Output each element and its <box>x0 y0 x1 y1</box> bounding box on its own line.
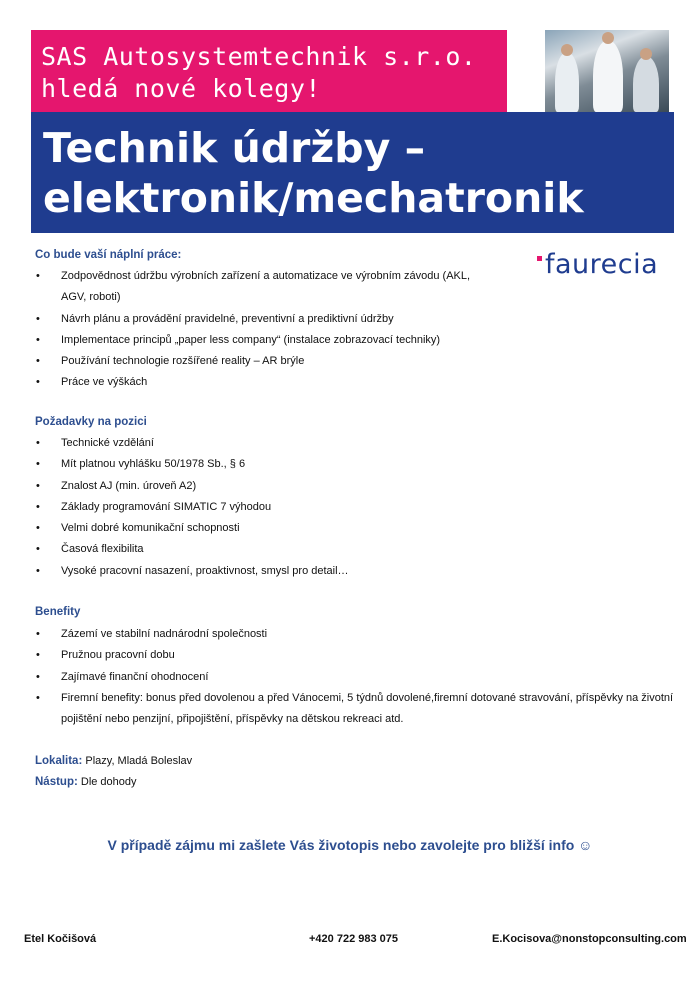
company-banner <box>31 30 507 112</box>
list-item: • Zajímavé finanční ohodnocení <box>35 667 675 688</box>
bullet-icon: • <box>36 312 40 325</box>
list-item: • Časová flexibilita <box>35 539 675 560</box>
list-item: • Velmi dobré komunikační schopnosti <box>35 518 675 539</box>
job-title-banner <box>31 112 674 233</box>
list-item: • Znalost AJ (min. úroveň A2) <box>35 476 675 497</box>
bullet-icon: • <box>36 543 40 556</box>
location-label: Lokalita: <box>35 755 83 767</box>
bullet-icon: • <box>36 500 40 513</box>
list-item: • Pružnou pracovní dobu <box>35 645 675 666</box>
start-value: Dle dohody <box>80 776 137 788</box>
logo-dot-icon <box>537 256 542 261</box>
duties-heading: Co bude vaší náplní práce: <box>35 249 182 261</box>
job-title-line1: Technik údržby – <box>43 124 426 172</box>
start-line <box>35 776 137 788</box>
list-item: • Firemní benefity: bonus před dovolenou a před Vánocemi, 5 týdnů dovolené,firemní dotované stravování, příspěvky na životní pojištění nebo penzijní, připojištění, příspěvky na dětskou rekreaci atd. <box>35 688 675 731</box>
bullet-icon: • <box>36 691 40 704</box>
location-value: Plazy, Mladá Boleslav <box>85 755 193 767</box>
bullet-icon: • <box>36 479 40 492</box>
requirements-list <box>35 433 675 582</box>
bullet-icon: • <box>36 670 40 683</box>
hiring-tagline: hledá nové kolegy! <box>41 74 321 103</box>
list-item: • Zázemí ve stabilní nadnárodní společnosti <box>35 624 675 645</box>
bullet-icon: • <box>36 355 40 368</box>
benefits-list <box>35 624 675 730</box>
list-item: • Mít platnou vyhlášku 50/1978 Sb., § 6 <box>35 454 675 475</box>
company-name: SAS Autosystemtechnik s.r.o. <box>41 42 477 71</box>
list-item: • Implementace principů „paper less company“ (instalace zobrazovací techniky) <box>35 330 485 351</box>
bullet-icon: • <box>36 649 40 662</box>
list-item: • Základy programování SIMATIC 7 výhodou <box>35 497 675 518</box>
list-item: • Zodpovědnost údržbu výrobních zařízení a automatizace ve výrobním závodu (AKL, AGV, roboti) <box>35 266 485 309</box>
contact-name: Etel Kočišová <box>24 933 97 945</box>
team-photo <box>545 30 669 112</box>
bullet-icon: • <box>36 564 40 577</box>
logo-text: faurecia <box>545 249 659 280</box>
bullet-icon: • <box>36 270 40 282</box>
requirements-heading: Požadavky na pozici <box>35 416 147 428</box>
contact-phone[interactable]: +420 722 983 075 <box>309 933 399 945</box>
list-item: • Práce ve výškách <box>35 372 485 393</box>
contact-email[interactable]: E.Kocisova@nonstopconsulting.com <box>492 933 687 945</box>
start-label: Nástup: <box>35 776 78 788</box>
list-item: • Vysoké pracovní nasazení, proaktivnost, smysl pro detail… <box>35 561 675 582</box>
list-item: • Technické vzdělání <box>35 433 675 454</box>
bullet-icon: • <box>36 628 40 640</box>
bullet-icon: • <box>36 437 40 449</box>
bullet-icon: • <box>36 333 40 346</box>
benefits-heading: Benefity <box>35 606 81 618</box>
call-to-action: V případě zájmu mi zašlete Vás životopis nebo zavolejte pro bližší info ☺ <box>107 837 593 853</box>
bullet-icon: • <box>36 376 40 389</box>
duties-list <box>35 266 485 394</box>
faurecia-logo <box>537 249 658 280</box>
location-line <box>35 755 192 767</box>
list-item: • Používání technologie rozšířené reality – AR brýle <box>35 351 485 372</box>
job-title-line2: elektronik/mechatronik <box>43 174 584 222</box>
list-item: • Návrh plánu a provádění pravidelné, preventivní a prediktivní údržby <box>35 309 485 330</box>
bullet-icon: • <box>36 458 40 471</box>
bullet-icon: • <box>36 522 40 535</box>
